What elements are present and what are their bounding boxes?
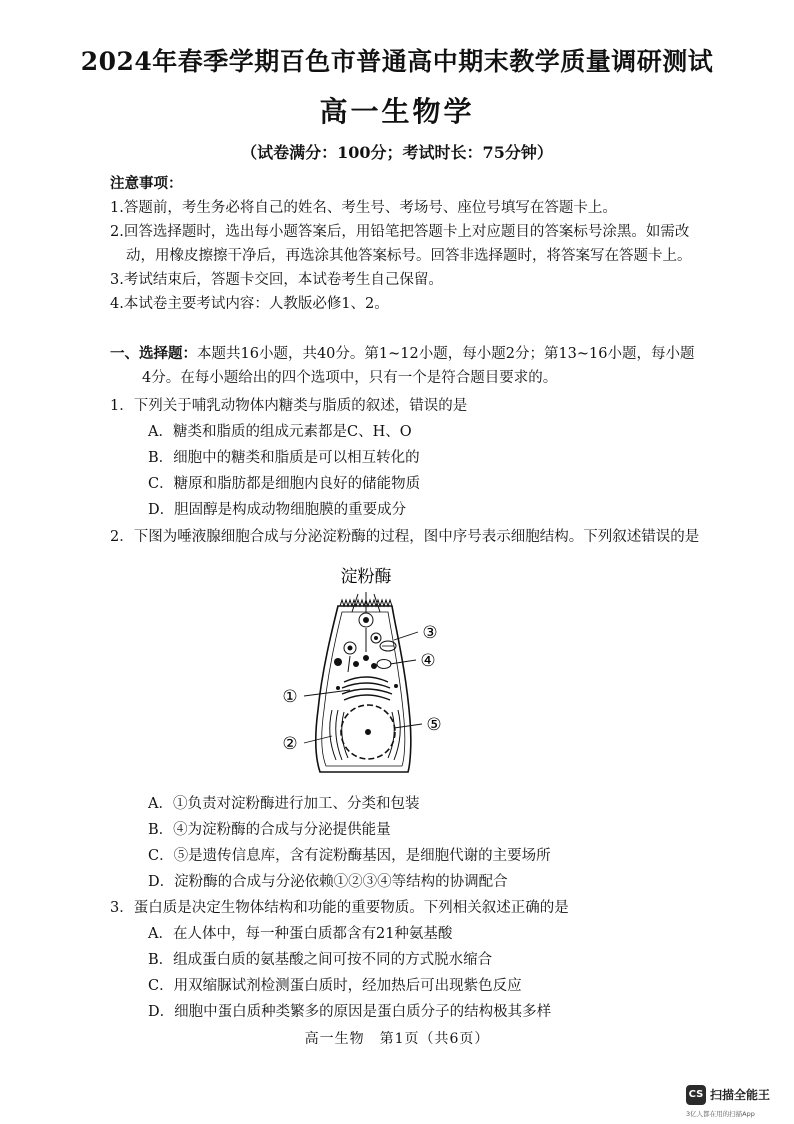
marker-4: ④ bbox=[420, 651, 436, 671]
scanner-watermark bbox=[686, 1085, 790, 1121]
question-option: D．胆固醇是构成动物细胞膜的重要成分 bbox=[148, 502, 407, 518]
question-option: C．⑤是遗传信息库，含有淀粉酶基因，是细胞代谢的主要场所 bbox=[148, 848, 551, 864]
question-option: A．①负责对淀粉酶进行加工、分类和包装 bbox=[148, 796, 420, 812]
notice-line: 2.回答选择题时，选出每小题答案后，用铅笔把答题卡上对应题目的答案标号涂黑。如需改 bbox=[110, 224, 690, 240]
marker-5: ⑤ bbox=[426, 715, 442, 735]
question-option: D．淀粉酶的合成与分泌依赖①②③④等结构的协调配合 bbox=[148, 874, 508, 890]
notice-line: 动，用橡皮擦擦干净后，再选涂其他答案标号。回答非选择题时，将答案写在答题卡上。 bbox=[126, 248, 692, 264]
question-option: C．糖原和脂肪都是细胞内良好的储能物质 bbox=[148, 476, 421, 492]
question-option: A．糖类和脂质的组成元素都是C、H、O bbox=[148, 424, 412, 440]
notice-line: 3.考试结束后，答题卡交回，本试卷考生自己保留。 bbox=[110, 272, 443, 288]
section-desc-cont: 4分。在每小题给出的四个选项中，只有一个是符合题目要求的。 bbox=[142, 370, 558, 386]
exam-meta: （试卷满分：100分；考试时长：75分钟） bbox=[241, 143, 553, 162]
camscanner-logo-icon: CS bbox=[686, 1085, 706, 1105]
question-option: B．④为淀粉酶的合成与分泌提供能量 bbox=[148, 822, 391, 838]
section-desc: 本题共16小题，共40分。第1~12小题，每小题2分；第13~16小题，每小题 bbox=[197, 346, 695, 362]
question-option: B．细胞中的糖类和脂质是可以相互转化的 bbox=[148, 450, 420, 466]
question-option: A．在人体中，每一种蛋白质都含有21种氨基酸 bbox=[148, 926, 453, 942]
question-option: D．细胞中蛋白质种类繁多的原因是蛋白质分子的结构极其多样 bbox=[148, 1004, 552, 1020]
marker-1: ① bbox=[282, 687, 298, 707]
marker-2: ② bbox=[282, 734, 298, 754]
page-footer: 高一生物 第1页（共6页） bbox=[304, 1031, 490, 1047]
marker-3: ③ bbox=[422, 623, 438, 643]
figure-label-top: 淀粉酶 bbox=[340, 567, 392, 587]
section-heading-line bbox=[110, 342, 695, 363]
section-heading: 一、选择题： bbox=[110, 345, 197, 362]
exam-title: 2024年春季学期百色市普通高中期末教学质量调研测试 bbox=[80, 47, 714, 76]
notice-heading: 注意事项： bbox=[110, 175, 183, 192]
watermark-slogan: 3亿人都在用的扫描App bbox=[686, 1110, 755, 1118]
notice-line: 1.答题前，考生务必将自己的姓名、考生号、考场号、座位号填写在答题卡上。 bbox=[110, 200, 617, 216]
question-option: C．用双缩脲试剂检测蛋白质时，经加热后可出现紫色反应 bbox=[148, 978, 522, 994]
salivary-cell-diagram bbox=[270, 560, 470, 780]
question-stem: 2．下图为唾液腺细胞合成与分泌淀粉酶的过程，图中序号表示细胞结构。下列叙述错误的是 bbox=[110, 529, 700, 545]
watermark-name: 扫描全能王 bbox=[710, 1088, 771, 1102]
question-option: B．组成蛋白质的氨基酸之间可按不同的方式脱水缩合 bbox=[148, 952, 493, 968]
question-stem: 3．蛋白质是决定生物体结构和功能的重要物质。下列相关叙述正确的是 bbox=[110, 900, 569, 916]
subject-title: 高一生物学 bbox=[319, 95, 475, 128]
notice-line: 4.本试卷主要考试内容：人教版必修1、2。 bbox=[110, 296, 389, 312]
question-stem: 1．下列关于哺乳动物体内糖类与脂质的叙述，错误的是 bbox=[110, 398, 468, 414]
